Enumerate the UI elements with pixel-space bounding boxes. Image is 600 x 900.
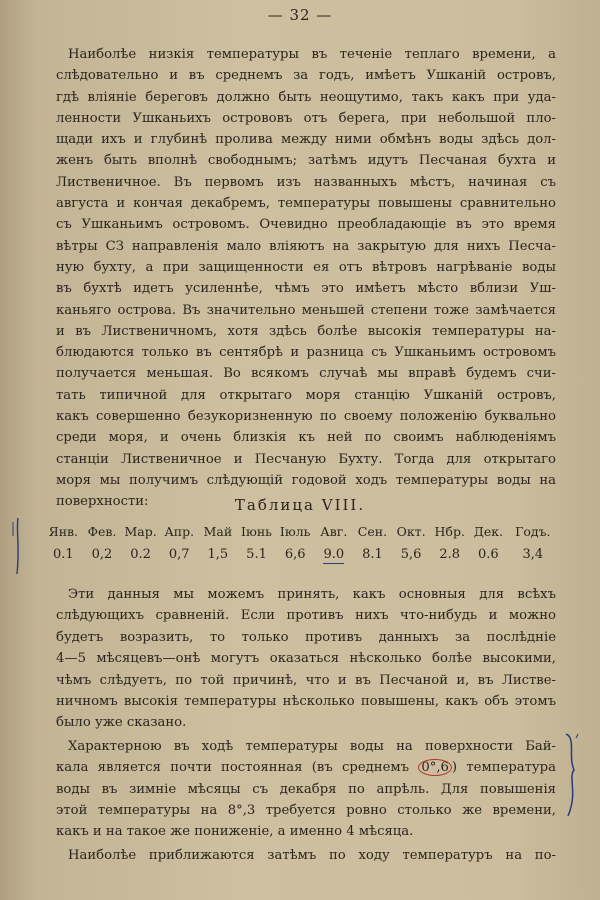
text-line: было уже сказано. (56, 715, 187, 731)
text-line: получается меньшая. Во всякомъ случаѣ мы вправѣ будемъ счи- (56, 366, 556, 382)
text-line: слѣдовательно и въ среднемъ за годъ, имѣетъ Ушканій островъ, (56, 68, 556, 84)
text-line: каньяго острова. Въ значительно меньшей степени тоже замѣчается (56, 302, 556, 318)
text-line: Наиболѣе приближаются затѣмъ по ходу температуръ на по- (68, 847, 556, 863)
table-header-cell: Май (203, 524, 233, 539)
text-line: чѣмъ слѣдуетъ, по той причинѣ, что и въ Песчаной и, въ Листве- (56, 672, 556, 688)
table-header-cell: Апр. (164, 524, 195, 539)
table-header-cell: Окт. (396, 524, 426, 539)
pencil-circle: 0°,6 (418, 759, 452, 776)
table-header-cell: Фев. (87, 524, 117, 539)
table-value-cell: 3,4 (522, 547, 544, 562)
table-value-cell: 0.6 (478, 547, 499, 562)
text-line: ленности Ушканьихъ острововъ отъ берега, при небольшой пло- (56, 110, 556, 126)
text-line: Лиственичное. Въ первомъ изъ названныхъ мѣстъ, начиная съ (56, 174, 556, 190)
table-value-cell: 1,5 (207, 547, 229, 562)
text-line: августа и кончая декабремъ, температуры повышены сравнительно (56, 196, 556, 212)
text-line: 4—5 мѣсяцевъ—онѣ могутъ оказаться нѣсколько болѣе высокими, (56, 651, 556, 667)
text-line: Эти данныя мы можемъ принять, какъ основныя для всѣхъ (68, 587, 556, 602)
table-value-cell: 8.1 (362, 547, 383, 562)
text-line: кала является почти постоянная (въ среднемъ 0°,6 ) температура (56, 760, 556, 776)
table-value-cell: 0,7 (168, 547, 190, 562)
text-line: воды въ зимніе мѣсяцы съ декабря по апрѣль. Для повышенія (56, 781, 556, 797)
text-line: среди моря, и очень близкія къ ней по своимъ наблюденіямъ (56, 430, 556, 446)
margin-brace-mark (560, 730, 584, 820)
table-caption: Таблица VIII. (234, 496, 366, 514)
table-value-cell: 5.1 (246, 547, 267, 562)
text-line: ничномъ высокія температуры нѣсколько повышены, какъ объ этомъ (56, 694, 556, 710)
temperature-table (44, 524, 558, 562)
text-line: тать типичной для открытаго моря станцію Ушканій островъ, (56, 387, 556, 403)
page-number: — 32 — (267, 6, 333, 24)
text-line: щади ихъ и глубинѣ пролива между ними обмѣнъ воды здѣсь дол- (56, 132, 556, 148)
text-line: поверхности: (56, 494, 149, 510)
table-value-cell: 5,6 (400, 547, 422, 562)
table-value-cell (314, 547, 353, 562)
table-value-cell: 0.2 (130, 547, 151, 562)
text-line: какъ совершенно безукоризненную по своему положенію буквально (56, 409, 556, 425)
text-line: слѣдующихъ сравненій. Если противъ нихъ что-нибудь и можно (56, 608, 556, 624)
table-value-cell: 0.1 (52, 547, 74, 562)
table-value-cell: 0,2 (91, 547, 113, 562)
table-header-cell: Мар. (124, 524, 157, 539)
table-values-row (44, 547, 558, 562)
text-line: въ бухтѣ идетъ усиленнѣе, чѣмъ это имѣетъ мѣсто вблизи Уш- (56, 281, 556, 297)
paragraph-2 (56, 584, 556, 866)
text-line: блюдаются только въ сентябрѣ и разница съ Ушканьимъ островомъ (56, 345, 556, 361)
table-value-cell: 2.8 (439, 547, 461, 562)
table-header-cell: Дек. (473, 524, 504, 539)
table-header-cell: Іюль (279, 524, 311, 539)
margin-pencil-mark (10, 516, 26, 576)
table-header-cell: Янв. (48, 524, 79, 539)
text-line: этой температуры на 8°,3 требуется ровно столько же времени, (56, 803, 556, 819)
text-line: будетъ возразить, то только противъ данныхъ за послѣдніе (56, 629, 556, 645)
text-line: Наиболѣе низкія температуры въ теченіе теплаго времени, а (68, 47, 556, 62)
table-header-cell: Нбр. (434, 524, 465, 539)
table-header-cell: Сен. (357, 524, 388, 539)
text-line: Характерною въ ходѣ температуры воды на поверхности Бай- (68, 738, 556, 754)
pencil-underline: 9.0 (323, 547, 345, 562)
table-header-cell: Годъ. (515, 524, 551, 539)
text-line: и въ Лиственичномъ, хотя здѣсь болѣе высокія температуры на- (56, 323, 556, 339)
text-line: какъ и на такое же пониженіе, а именно 4 мѣсяца. (56, 824, 414, 840)
text-line: съ Ушканьимъ островомъ. Очевидно преобладающіе въ это время (56, 217, 556, 233)
text-line: вѣтры СЗ направленія мало вліяютъ на закрытую для нихъ Песча- (56, 238, 556, 254)
table-header-cell: Іюнь (241, 524, 272, 539)
text-line: женъ быть вполнѣ свободнымъ; затѣмъ идутъ Песчаная бухта и (56, 153, 556, 169)
table-value-cell: 6,6 (284, 547, 306, 562)
text-line: ную бухту, а при защищенности ея отъ вѣтровъ нагрѣваніе воды (56, 259, 556, 275)
table-header-cell: Авг. (320, 524, 348, 539)
text-line: моря мы получимъ слѣдующій годовой ходъ температуры воды на (56, 472, 556, 488)
text-line: станціи Лиственичное и Песчаную Бухту. Тогда для открытаго (56, 451, 556, 467)
text-line: гдѣ вліяніе береговъ должно быть неощутимо, такъ какъ при уда- (56, 89, 556, 105)
table-header-row (44, 524, 558, 539)
paragraph-1 (56, 44, 556, 513)
